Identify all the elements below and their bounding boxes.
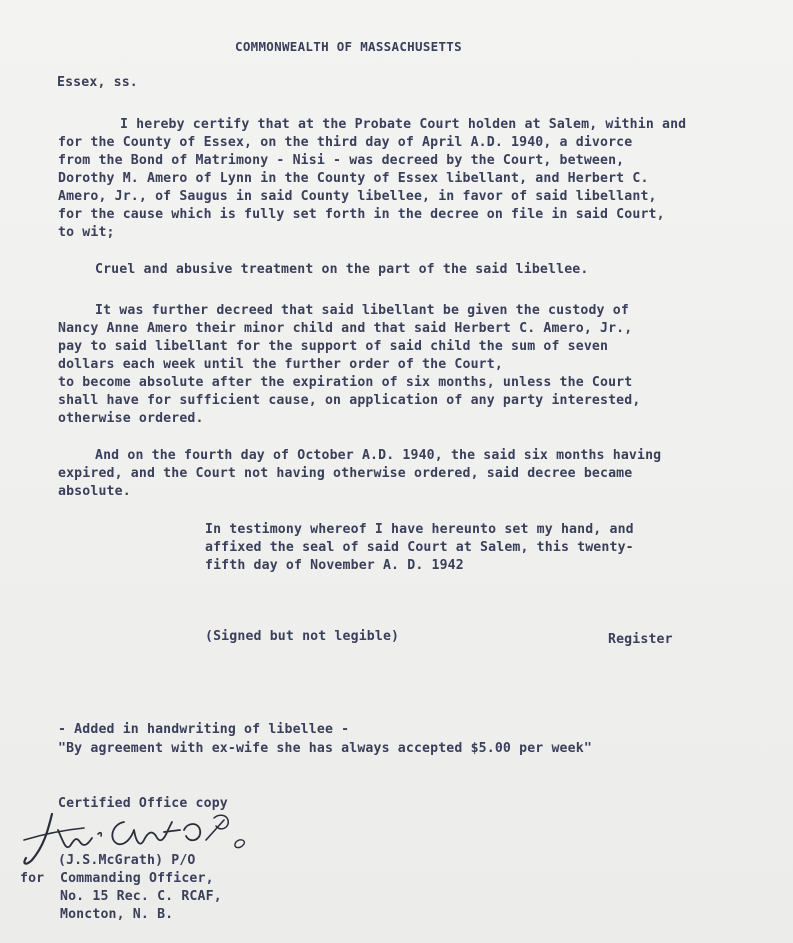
para1-line: for the cause which is fully set forth in the decree on file in said Court, [58,207,665,222]
signature-unit: No. 15 Rec. C. RCAF, [60,889,222,904]
para2-line: to become absolute after the expiration of six months, unless the Court [58,375,633,390]
para2-line: Nancy Anne Amero their minor child and that said Herbert C. Amero, Jr., [58,321,633,336]
certified-line: Certified Office copy [58,796,228,811]
venue-line: Essex, ss. [57,75,138,90]
para3-line: And on the fourth day of October A.D. 1940, the said six months having [95,448,662,463]
para1-line: from the Bond of Matrimony - Nisi - was decreed by the Court, between, [58,153,625,168]
testimony-line: In testimony whereof I have hereunto set my hand, and [205,522,634,537]
para2-line: pay to said libellant for the support of said child the sum of seven [58,339,609,354]
para1-line: Dorothy M. Amero of Lynn in the County of Essex libellant, and Herbert C. [58,171,649,186]
signed-note: (Signed but not legible) [205,629,400,644]
para3-line: absolute. [58,484,131,499]
signature-title: Commanding Officer, [60,871,214,886]
para2-line: It was further decreed that said libellant be given the custody of [95,303,629,318]
document-heading: COMMONWEALTH OF MASSACHUSETTS [235,39,462,54]
register-label: Register [608,632,673,647]
para3-line: expired, and the Court not having otherwise ordered, said decree became [58,466,633,481]
para1-line: Amero, Jr., of Saugus in said County libellee, in favor of said libellant, [58,189,657,204]
para2-line: shall have for sufficient cause, on application of any party interested, [58,393,641,408]
para1-line: I hereby certify that at the Probate Court holden at Salem, within and [120,117,687,132]
para1-line: for the County of Essex, on the third day of April A.D. 1940, a divorce [58,135,633,150]
note-line: - Added in handwriting of libellee - [58,722,350,737]
para2-line: dollars each week until the further order of the Court, [58,357,503,372]
for-label: for [20,871,45,886]
testimony-line: fifth day of November A. D. 1942 [205,558,464,573]
signature-name: (J.S.McGrath) P/O [58,853,196,868]
cause-line: Cruel and abusive treatment on the part of the said libellee. [95,262,589,277]
para2-line: otherwise ordered. [58,411,204,426]
para1-line: to wit; [58,225,115,240]
testimony-line: affixed the seal of said Court at Salem, this twenty- [205,540,634,555]
note-line: "By agreement with ex-wife she has always accepted $5.00 per week" [58,741,592,756]
signature-location: Moncton, N. B. [60,907,174,922]
